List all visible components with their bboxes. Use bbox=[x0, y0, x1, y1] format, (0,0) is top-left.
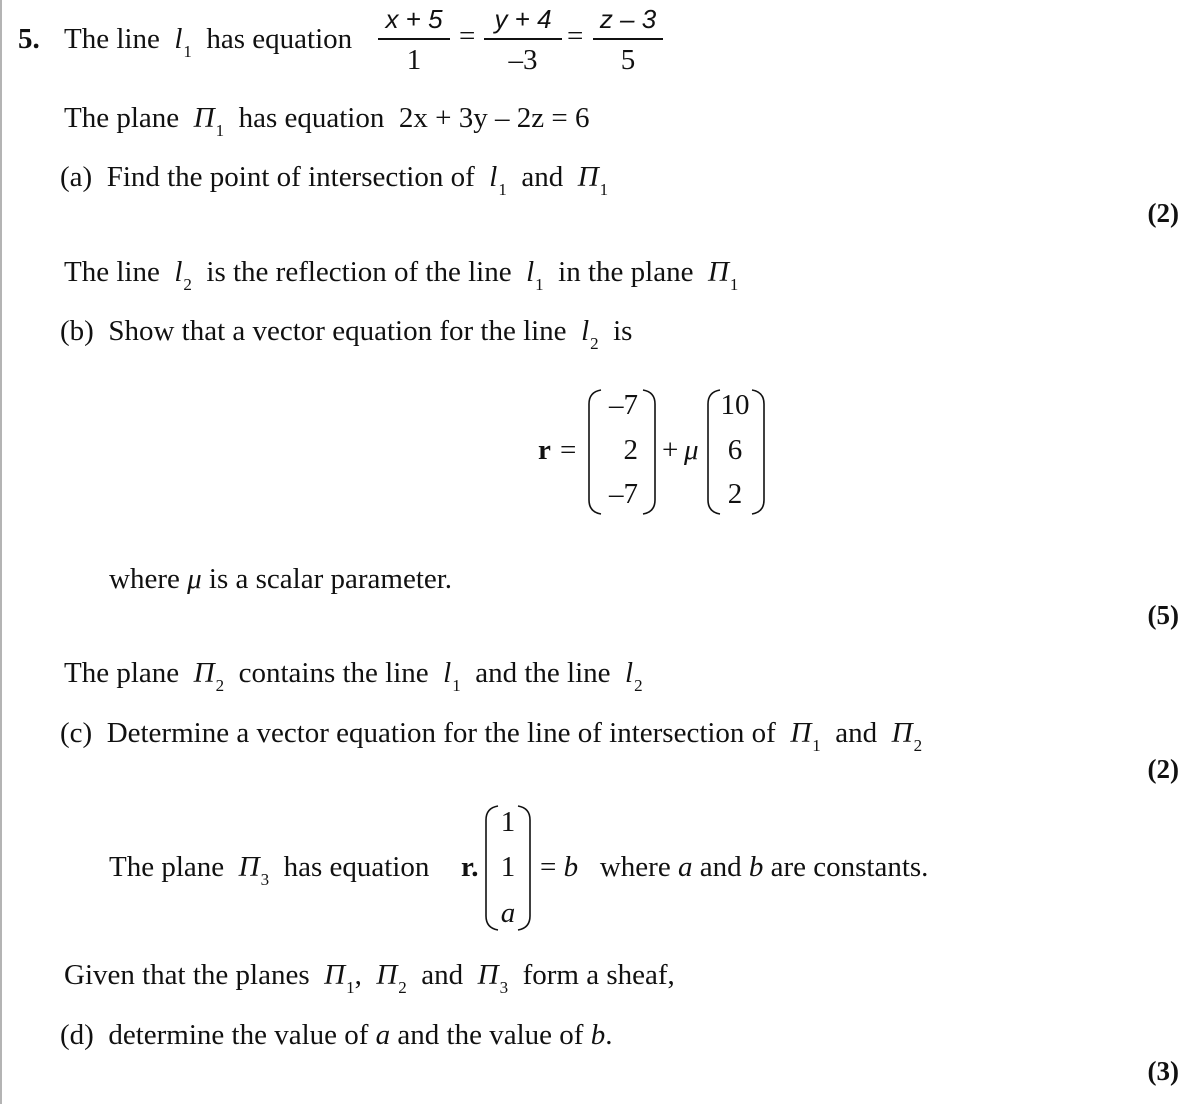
fraction-y: y + 4 –3 bbox=[484, 6, 562, 75]
normal-vector-entry-1: 1 bbox=[500, 806, 516, 838]
matrix-2-entry-2: 6 bbox=[727, 434, 743, 466]
part-a: (a) Find the point of intersection of $l_1$ and $\Pi_1$ bbox=[60, 161, 609, 199]
matrix-1-entry-2: 2 bbox=[623, 434, 638, 466]
equals-2: = bbox=[567, 20, 584, 52]
reflection-statement: The line $l_2$ is the reflection of the line $l_1$ in the plane $\Pi_1$ bbox=[64, 256, 739, 294]
matrix-2-entry-1: 10 bbox=[720, 389, 750, 421]
normal-vector-entry-2: 1 bbox=[500, 851, 516, 883]
matrix-1-entry-1: –7 bbox=[609, 389, 638, 421]
matrix-2-entry-3: 2 bbox=[727, 478, 743, 510]
vector-equals: = bbox=[560, 434, 577, 466]
sheaf-statement: Given that the planes $\Pi_1$, $\Pi_2$ and $\Pi_3$ form a sheaf, bbox=[64, 959, 675, 997]
plane1-statement: The plane $\Pi_1$ has equation 2x + 3y – 2z = 6 bbox=[64, 102, 590, 140]
normal-vector-entry-3: a bbox=[500, 897, 516, 929]
mu-symbol: μ bbox=[684, 434, 699, 466]
part-c: (c) Determine a vector equation for the line of intersection of $\Pi_1$ and $\Pi_2$ bbox=[60, 717, 923, 755]
fraction-z: z – 3 5 bbox=[593, 6, 663, 75]
vector-r: r bbox=[538, 434, 551, 466]
fraction-x: x + 5 1 bbox=[378, 6, 450, 75]
part-d: (d) determine the value of a and the value of b. bbox=[60, 1019, 613, 1051]
marks-b: (5) bbox=[1147, 600, 1179, 630]
part-b: (b) Show that a vector equation for the line $l_2$ is bbox=[60, 315, 633, 353]
equals-1: = bbox=[459, 20, 476, 52]
where-mu: where μ is a scalar parameter. bbox=[109, 563, 453, 595]
plane3-statement: The plane $\Pi_3$ has equation bbox=[109, 851, 430, 889]
marks-a: (2) bbox=[1147, 198, 1179, 228]
marks-c: (2) bbox=[1147, 754, 1179, 784]
plane3-rest: = b where a and b are constants. bbox=[540, 851, 929, 883]
left-margin-rule bbox=[0, 0, 2, 1104]
question-intro: The line $l_1$ has equation bbox=[64, 23, 353, 61]
question-number: 5. bbox=[18, 23, 40, 55]
marks-d: (3) bbox=[1147, 1056, 1179, 1086]
matrix-1-entry-3: –7 bbox=[609, 478, 638, 510]
plane3-r: r. bbox=[461, 851, 479, 883]
plane2-statement: The plane $\Pi_2$ contains the line $l_1$ and the line $l_2$ bbox=[64, 657, 643, 695]
vector-plus: + bbox=[662, 434, 679, 466]
